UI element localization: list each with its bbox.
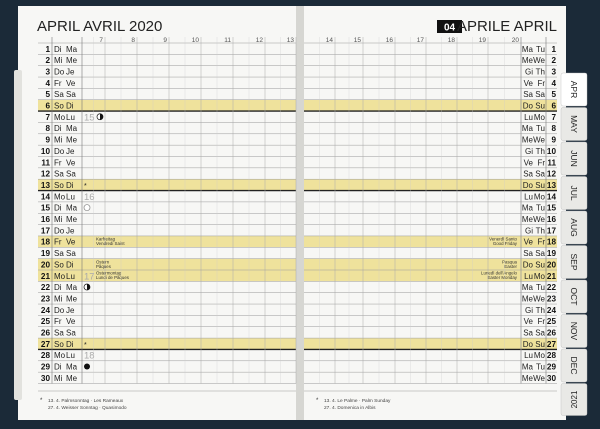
holiday-label: Pasqua (502, 259, 517, 265)
day-name-it: Sa (523, 169, 533, 179)
day-number: 4 (551, 78, 556, 88)
holiday-label: Karfreitag (96, 236, 116, 242)
day-number: 3 (551, 67, 556, 77)
day-number: 20 (546, 260, 556, 270)
day-name-de: Mi (54, 56, 63, 66)
day-name-de: Do (54, 226, 65, 236)
month-tab-label: APR (569, 80, 579, 99)
week-badge-label: 04 (443, 22, 456, 34)
holiday-label: Lundi de Pâques (96, 275, 129, 281)
day-name-de: Sa (54, 169, 64, 179)
week-number: 15 (84, 112, 95, 124)
day-number: 20 (40, 260, 50, 270)
footnote-text: 27. 4. Weisser Sonntag · Quasimodo (48, 406, 127, 411)
day-name-en: Mo (533, 112, 545, 122)
holiday-label: Easter Monday (487, 275, 517, 281)
day-name-en: Sa (535, 90, 545, 100)
holiday-label: Venerdì Santo (489, 236, 517, 242)
month-tab-nov[interactable] (561, 315, 587, 348)
day-number: 21 (40, 271, 50, 281)
day-name-fr: Sa (66, 169, 76, 179)
day-number: 8 (551, 124, 556, 134)
day-name-fr: Ve (66, 78, 76, 88)
day-name-fr: Sa (66, 90, 76, 100)
footnote-text: 13. 4. Le Palme · Palm Sunday (324, 399, 391, 404)
day-number: 24 (40, 305, 50, 315)
day-number: 19 (40, 249, 50, 259)
hour-label: 14 (325, 37, 333, 44)
day-number: 6 (45, 101, 50, 111)
day-name-fr: Ma (66, 124, 78, 134)
day-number: 11 (547, 158, 556, 168)
month-tab-label: MAY (569, 115, 579, 133)
day-name-en: Fr (537, 78, 545, 88)
day-name-de: Di (54, 203, 62, 213)
month-tab-label: DEC (569, 356, 579, 375)
day-number: 18 (40, 237, 50, 247)
day-name-fr: Di (66, 260, 74, 270)
day-number: 16 (40, 215, 50, 224)
day-number: 14 (546, 192, 556, 202)
day-highlight (304, 236, 557, 247)
day-name-de: Mi (54, 215, 63, 224)
day-name-it: Ma (521, 362, 533, 372)
day-name-de: Fr (54, 158, 62, 168)
day-number: 27 (40, 339, 50, 349)
day-number: 30 (40, 373, 50, 383)
footnote-text: 27. 4. Domenica in Albis (324, 406, 376, 411)
day-number: 3 (45, 67, 50, 77)
day-number: 7 (45, 112, 50, 122)
day-name-it: Me (521, 135, 533, 145)
day-name-fr: Ma (66, 203, 78, 213)
day-name-fr: Lu (66, 271, 75, 281)
day-name-it: Gi (525, 305, 533, 315)
day-name-de: Di (54, 44, 62, 54)
day-name-it: Do (522, 339, 533, 349)
day-number: 1 (45, 44, 50, 54)
hour-label: 11 (224, 37, 231, 44)
day-name-en: Su (535, 180, 545, 190)
day-number: 1 (551, 44, 556, 54)
day-name-de: Mo (54, 112, 66, 122)
day-highlight (38, 270, 296, 281)
day-name-en: We (533, 135, 545, 145)
day-number: 19 (546, 249, 556, 259)
footnote-marker: * (84, 182, 87, 190)
day-name-fr: Me (66, 294, 78, 304)
day-number: 22 (40, 283, 50, 293)
day-name-fr: Lu (66, 112, 75, 122)
day-name-fr: Di (66, 101, 74, 111)
day-name-fr: Je (66, 305, 75, 315)
day-number: 5 (551, 90, 556, 100)
day-highlight (304, 100, 557, 111)
day-name-it: Lu (524, 271, 533, 281)
day-name-it: Sa (523, 90, 533, 100)
day-name-fr: Sa (66, 249, 76, 259)
day-name-en: We (533, 294, 545, 304)
day-name-en: Tu (535, 362, 545, 372)
day-name-en: Fr (537, 158, 545, 168)
day-name-de: Do (54, 146, 65, 156)
footnote-marker: * (84, 341, 87, 349)
day-name-fr: Ma (66, 362, 78, 372)
month-tab-oct[interactable] (561, 280, 587, 313)
day-name-fr: Ma (66, 283, 78, 293)
day-number: 9 (45, 135, 50, 145)
hour-label: 15 (353, 37, 361, 44)
day-name-it: Me (521, 215, 533, 224)
half-moon-icon (97, 114, 103, 120)
month-tab-apr[interactable] (561, 73, 587, 106)
full-moon-icon (84, 205, 90, 211)
day-number: 18 (546, 237, 556, 247)
day-number: 11 (41, 158, 50, 168)
day-number: 25 (546, 317, 556, 327)
new-moon-icon (84, 363, 90, 369)
footnote-text: 13. 4. Palmsonntag · Les Rameaux (48, 399, 124, 404)
day-name-it: Me (521, 373, 533, 383)
day-name-fr: Je (66, 67, 75, 77)
holiday-label: Pâques (96, 263, 111, 269)
day-name-fr: Ma (66, 44, 78, 54)
day-number: 17 (40, 226, 50, 236)
day-name-fr: Ve (66, 237, 76, 247)
day-number: 22 (546, 283, 556, 293)
week-number: 16 (84, 191, 95, 203)
footnote-marker: * (40, 398, 43, 404)
month-tab-label: AUG (569, 218, 579, 237)
day-name-en: Su (535, 339, 545, 349)
day-name-fr: Ve (66, 158, 76, 168)
holiday-label: Ostermontag (96, 270, 122, 276)
day-number: 26 (40, 328, 50, 338)
day-name-it: Do (522, 180, 533, 190)
day-name-it: Ma (521, 283, 533, 293)
day-number: 12 (40, 169, 50, 179)
day-name-en: Su (535, 101, 545, 111)
day-highlight (304, 338, 557, 349)
day-name-en: Tu (535, 283, 545, 293)
day-number: 17 (546, 226, 556, 236)
holiday-label: Ostern (96, 259, 110, 265)
day-name-en: Mo (533, 192, 545, 202)
day-name-it: Me (521, 294, 533, 304)
day-name-it: Lu (524, 192, 533, 202)
day-number: 15 (40, 203, 50, 213)
day-number: 4 (45, 78, 50, 88)
hour-label: 13 (286, 37, 294, 44)
hour-label: 18 (447, 37, 455, 44)
day-highlight (304, 179, 557, 190)
day-name-en: Th (535, 226, 545, 236)
month-tab-label: OCT (569, 287, 579, 306)
day-number: 30 (546, 373, 556, 383)
day-highlight (38, 100, 296, 111)
day-name-it: Gi (525, 226, 533, 236)
hour-label: 9 (163, 37, 167, 44)
day-number: 14 (40, 192, 50, 202)
day-number: 25 (40, 317, 50, 327)
day-name-it: Ma (521, 124, 533, 134)
day-name-en: Th (535, 146, 545, 156)
day-name-it: Lu (524, 112, 533, 122)
day-name-it: Sa (523, 249, 533, 259)
day-name-fr: Me (66, 135, 78, 145)
day-name-de: So (54, 101, 64, 111)
day-number: 2 (45, 56, 50, 66)
day-name-it: Gi (525, 67, 533, 77)
day-name-de: Di (54, 362, 62, 372)
day-name-en: Su (535, 260, 545, 270)
day-number: 27 (546, 339, 556, 349)
day-number: 12 (546, 169, 556, 179)
day-name-en: Sa (535, 328, 545, 338)
day-number: 26 (546, 328, 556, 338)
day-name-de: Fr (54, 237, 62, 247)
day-name-de: Fr (54, 78, 62, 88)
day-number: 28 (546, 351, 556, 361)
day-name-de: Mi (54, 294, 63, 304)
day-name-de: Di (54, 124, 62, 134)
day-highlight (38, 179, 296, 190)
month-tab-label: NOV (569, 321, 579, 341)
day-name-it: Ve (523, 237, 533, 247)
hour-label: 16 (385, 37, 393, 44)
hour-label: 20 (511, 37, 519, 44)
footnote-marker: * (316, 398, 319, 404)
day-name-it: Me (521, 56, 533, 66)
day-name-fr: Me (66, 56, 78, 66)
hour-label: 19 (478, 37, 486, 44)
day-number: 23 (40, 294, 50, 304)
day-number: 6 (551, 101, 556, 111)
day-highlight (38, 259, 296, 270)
day-name-fr: Je (66, 226, 75, 236)
day-number: 21 (546, 271, 556, 281)
day-number: 28 (40, 351, 50, 361)
week-number: 18 (84, 350, 95, 362)
day-name-en: Mo (533, 271, 545, 281)
month-tab-label: SEP (569, 253, 579, 271)
holiday-label: Vendredi Saint (96, 241, 125, 247)
month-tab-aug[interactable] (561, 211, 587, 244)
day-name-fr: Di (66, 180, 74, 190)
day-name-de: So (54, 180, 64, 190)
day-name-fr: Di (66, 339, 74, 349)
day-name-en: Tu (535, 124, 545, 134)
holiday-label: Good Friday (492, 241, 517, 247)
day-number: 13 (546, 180, 556, 190)
day-number: 15 (546, 203, 556, 213)
day-name-en: Mo (533, 351, 545, 361)
day-number: 5 (45, 90, 50, 100)
year-tab[interactable] (561, 384, 587, 416)
month-tab-jul[interactable] (561, 177, 587, 210)
day-number: 7 (551, 112, 556, 122)
right-page-title: APRILE APRIL (456, 18, 557, 35)
day-number: 29 (546, 362, 556, 372)
day-name-de: So (54, 260, 64, 270)
day-name-it: Ve (523, 158, 533, 168)
day-name-fr: Lu (66, 351, 75, 361)
hour-label: 10 (191, 37, 199, 44)
day-name-it: Lu (524, 351, 533, 361)
day-name-it: Gi (525, 146, 533, 156)
day-name-de: Sa (54, 249, 64, 259)
month-tab-sep[interactable] (561, 246, 587, 279)
day-name-fr: Lu (66, 192, 75, 202)
day-name-fr: Je (66, 146, 75, 156)
day-name-en: Tu (535, 203, 545, 213)
day-name-it: Do (522, 260, 533, 270)
day-name-de: Fr (54, 317, 62, 327)
day-name-en: Sa (535, 249, 545, 259)
day-number: 10 (40, 146, 50, 156)
day-name-en: We (533, 373, 545, 383)
day-name-en: Th (535, 67, 545, 77)
day-name-de: So (54, 339, 64, 349)
day-name-it: Sa (523, 328, 533, 338)
day-name-en: We (533, 56, 545, 66)
day-number: 8 (45, 124, 50, 134)
day-number: 16 (546, 215, 556, 224)
day-name-fr: Me (66, 215, 78, 224)
day-name-de: Mi (54, 135, 63, 145)
day-highlight (38, 338, 296, 349)
day-name-de: Sa (54, 328, 64, 338)
day-name-de: Di (54, 283, 62, 293)
day-name-it: Ma (521, 44, 533, 54)
month-tab-dec[interactable] (561, 349, 587, 382)
hour-label: 12 (255, 37, 263, 44)
day-name-it: Ve (523, 78, 533, 88)
day-number: 9 (551, 135, 556, 145)
day-name-de: Mi (54, 373, 63, 383)
day-name-de: Do (54, 305, 65, 315)
month-tab-jun[interactable] (561, 142, 587, 175)
day-name-en: Th (535, 305, 545, 315)
hour-label: 17 (416, 37, 424, 44)
day-number: 23 (546, 294, 556, 304)
day-highlight (38, 236, 296, 247)
spine (296, 6, 304, 420)
left-page-title: APRIL AVRIL 2020 (37, 18, 163, 35)
day-name-fr: Ve (66, 317, 76, 327)
holiday-label: Lunedì dell'Angelo (481, 270, 517, 276)
day-number: 10 (546, 146, 556, 156)
day-number: 2 (551, 56, 556, 66)
month-tab-label: JUL (569, 185, 579, 201)
day-name-en: Fr (537, 237, 545, 247)
day-name-fr: Sa (66, 328, 76, 338)
day-name-it: Ve (523, 317, 533, 327)
day-number: 29 (40, 362, 50, 372)
day-name-de: Mo (54, 192, 66, 202)
holiday-label: Easter (504, 263, 517, 269)
day-name-it: Ma (521, 203, 533, 213)
day-name-en: Fr (537, 317, 545, 327)
hour-label: 8 (131, 37, 135, 44)
day-name-it: Do (522, 101, 533, 111)
day-name-de: Mo (54, 351, 66, 361)
day-name-en: Sa (535, 169, 545, 179)
week-number: 17 (84, 271, 95, 283)
half-moon-icon (84, 284, 90, 290)
day-name-fr: Me (66, 373, 78, 383)
day-number: 24 (546, 305, 556, 315)
day-name-de: Do (54, 67, 65, 77)
day-highlight (304, 270, 557, 281)
year-tab-label: 2021 (570, 390, 579, 409)
left-edge-tab (14, 70, 22, 400)
hour-label: 7 (99, 37, 103, 44)
day-number: 13 (40, 180, 50, 190)
day-name-en: Tu (535, 44, 545, 54)
month-tab-label: JUN (569, 150, 579, 167)
day-name-de: Sa (54, 90, 64, 100)
day-highlight (304, 259, 557, 270)
day-name-en: We (533, 215, 545, 224)
day-name-de: Mo (54, 271, 66, 281)
month-tab-may[interactable] (561, 108, 587, 141)
